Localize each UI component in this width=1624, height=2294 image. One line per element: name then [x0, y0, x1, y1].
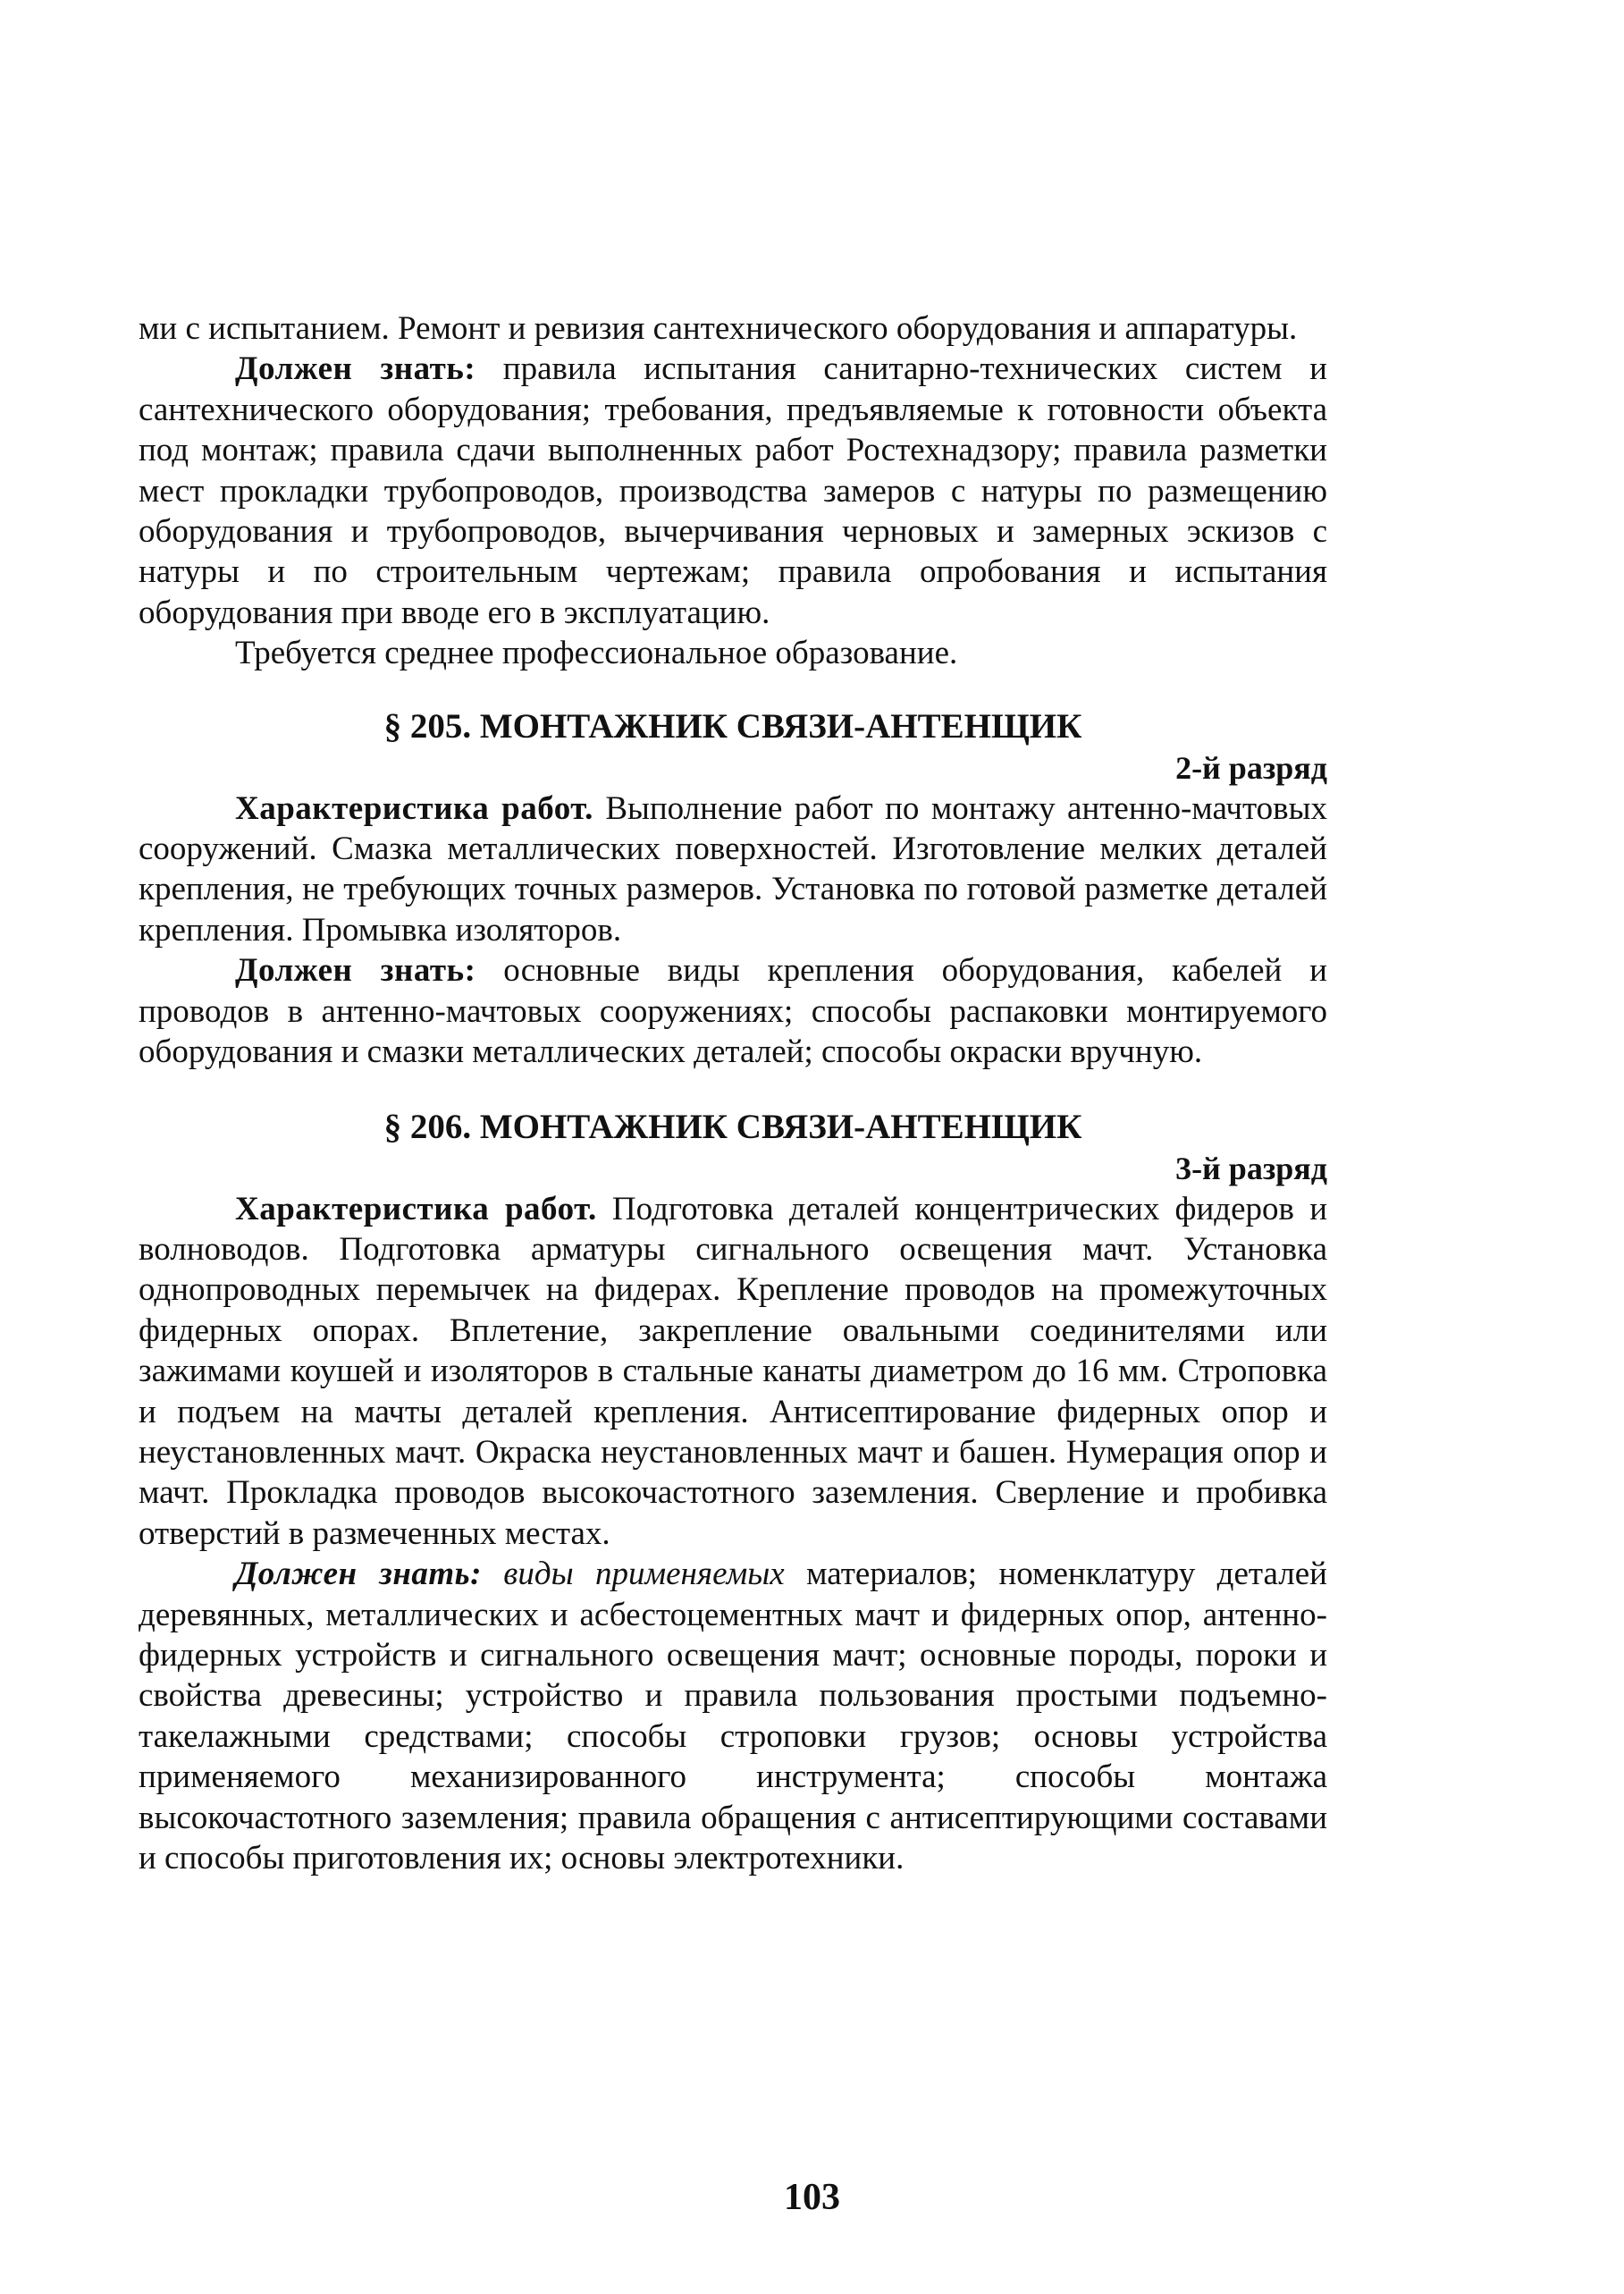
education-paragraph: Требуется среднее профессиональное образование.	[235, 635, 958, 672]
must-know-label: Должен знать:	[235, 350, 476, 388]
spacer	[139, 1073, 1327, 1107]
characteristics-text: Выполнение работ по монтажу антенно-мачтовых сооружений. Смазка металлических поверхностей. Изготовление мелких деталей крепления, не требующих точных размеров. Установка по готовой разметке деталей крепления. Промывка изоляторов.	[139, 789, 1328, 949]
page-body	[139, 308, 1327, 1878]
must-know-text: основные виды крепления оборудования, кабелей и проводов в антенно-мачтовых сооружениях; способы распаковки монтируемого оборудования и смазки металлических деталей; способы окраски вручную.	[139, 952, 1327, 1071]
characteristics-text: Подготовка деталей концентрических фидеров и волноводов. Подготовка арматуры сигнального освещения мачт. Установка однопроводных перемычек на фидерах. Крепление проводов на промежуточных фидерных опорах. Вплетение, закрепление овальными соединителями или зажимами коушей и изоляторов в стальные канаты диаметром до 16 мм. Строповка и подъем на мачты деталей крепления. Антисептирование фидерных опор и неустановленных мачт. Окраска неустановленных мачт и башен. Нумерация опор и мачт. Прокладка проводов высокочастотного заземления. Сверление и пробивка отверстий в размеченных местах.	[139, 1190, 1327, 1552]
section-205-must-know	[139, 950, 1327, 1072]
section-205-title: § 205. МОНТАЖНИК СВЯЗИ-АНТЕНЩИК	[383, 706, 1082, 746]
must-know-text: правила испытания санитарно-технических систем и сантехнического оборудования; требования, предъявляемые к готовности объекта под монтаж; правила сдачи выполненных работ Ростехнадзору; правила разметки мест прокладки трубопроводов, производства замеров с натуры по размещению оборудования и трубопроводов, вычерчивания черновых и замерных эскизов с натуры и по строительным чертежам; правила опробования и испытания оборудования при вводе его в эксплуатацию.	[139, 350, 1327, 631]
must-know-text: материалов; номенклатуру деталей деревянных, металлических и асбестоцементных мачт и фидерных опор, антенно-фидерных устройств и сигнального освещения мачт; основные породы, пороки и свойства древесины; устройство и правила пользования простыми подъемно-такелажными средствами; способы строповки грузов; основы устройства применяемого механизированного инструмента; способы монтажа высокочастотного заземления; правила обращения с антисептирующими составами и способы приготовления их; основы электротехники.	[139, 1556, 1327, 1877]
continuation-paragraph: ми с испытанием. Ремонт и ревизия сантехнического оборудования и аппаратуры.	[139, 310, 1298, 347]
requirements-paragraph	[139, 349, 1327, 633]
spacer	[139, 674, 1327, 706]
section-206	[139, 1107, 1327, 1879]
must-know-label: Должен знать:	[235, 952, 476, 990]
page-number: 103	[784, 2177, 840, 2218]
section-205	[139, 706, 1327, 1073]
section-206-must-know	[139, 1554, 1327, 1878]
section-205-grade: 2-й разряд	[1175, 749, 1327, 786]
must-know-italic-text: виды применяемых	[481, 1556, 785, 1593]
section-206-grade: 3-й разряд	[1175, 1150, 1327, 1186]
section-205-characteristics	[139, 789, 1327, 951]
characteristics-label: Характеристика работ.	[235, 789, 593, 827]
section-206-title: § 206. МОНТАЖНИК СВЯЗИ-АНТЕНЩИК	[383, 1107, 1082, 1146]
characteristics-label: Характеристика работ.	[235, 1190, 597, 1227]
section-206-characteristics	[139, 1189, 1327, 1555]
must-know-label: Должен знать:	[235, 1556, 482, 1593]
